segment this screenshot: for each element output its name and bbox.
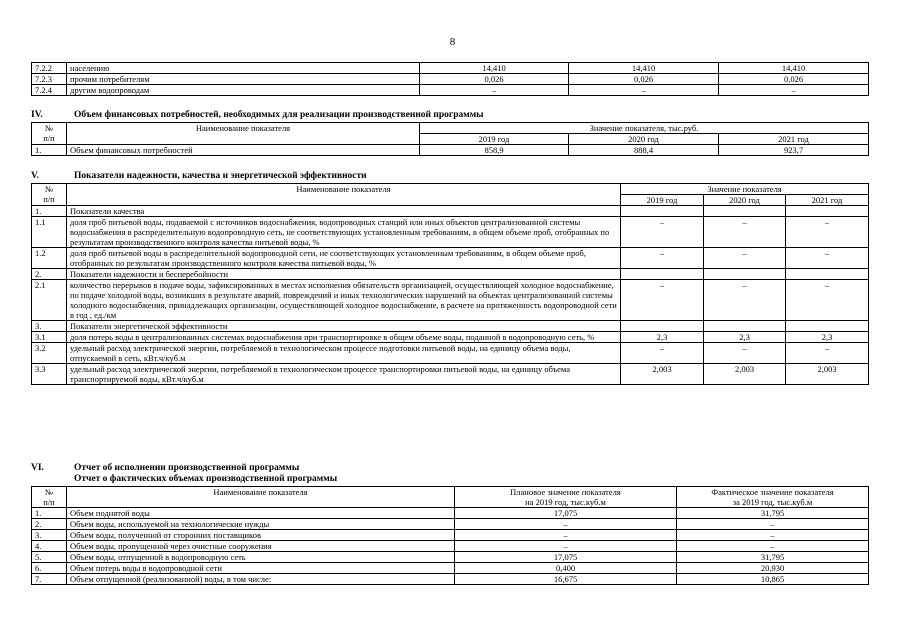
- value-2020: –: [704, 217, 786, 248]
- row-number: 7.2.4: [32, 85, 67, 96]
- row-number: 3.: [32, 530, 67, 541]
- value-2020: 2,3: [704, 332, 786, 343]
- section6-subtitle: Отчет о фактических объемах производственной программы: [74, 474, 338, 484]
- value-2019: –: [420, 85, 569, 96]
- year-header: 2019 год: [621, 195, 704, 206]
- row-name: Объем воды, используемой на технологические нужды: [67, 519, 455, 530]
- row-number: 2.: [32, 519, 67, 530]
- row-name: Объем поднятой воды: [67, 508, 455, 519]
- value-2021: [786, 269, 869, 280]
- table-row: [32, 206, 869, 217]
- table-row: [32, 519, 869, 530]
- column-header-fact: Фактическое значение показателя за 2019 год, тыс.куб.м: [677, 487, 869, 508]
- row-name: населению: [67, 63, 420, 74]
- value-2020: 0,026: [569, 74, 719, 85]
- table-row: [32, 332, 869, 343]
- row-name: доля проб питьевой воды в распределительной водопроводной сети, не соответствующих установленным требованиям, в общем объеме проб, отобранных по результатам производственного контроля качества питьевой воды, %: [67, 248, 621, 269]
- value-2021: –: [786, 280, 869, 321]
- value-2020: –: [704, 343, 786, 364]
- table-row: [32, 321, 869, 332]
- row-name: Объем финансовых потребностей: [67, 145, 420, 156]
- plan-value: 16,675: [455, 574, 677, 585]
- row-number: 2.: [32, 269, 67, 280]
- section-title: Отчет об исполнении производственной программы: [74, 463, 300, 473]
- row-name: Объем воды, полученной от сторонних поставщиков: [67, 530, 455, 541]
- row-number: 7.2.2: [32, 63, 67, 74]
- row-name: Объем потерь воды в водопроводной сети: [67, 563, 455, 574]
- plan-value: 17,075: [455, 508, 677, 519]
- section-title: Объем финансовых потребностей, необходимых для реализации производственной программы: [74, 110, 484, 120]
- continuation-table: [31, 62, 869, 96]
- row-number: 1.1: [32, 217, 67, 248]
- value-2021: 0,026: [719, 74, 869, 85]
- value-2020: [704, 269, 786, 280]
- section-title: Показатели надежности, качества и энергетической эффективности: [74, 171, 367, 181]
- table-row: [32, 364, 869, 385]
- row-number: 3.1: [32, 332, 67, 343]
- fact-value: –: [677, 519, 869, 530]
- value-2021: [786, 321, 869, 332]
- row-number: 3.3: [32, 364, 67, 385]
- financial-needs-table: [31, 122, 869, 156]
- value-2021: –: [786, 217, 869, 248]
- row-number: 3.: [32, 321, 67, 332]
- value-2019: [621, 321, 704, 332]
- value-2020: –: [704, 248, 786, 269]
- value-2019: –: [621, 248, 704, 269]
- row-number: 1.: [32, 145, 67, 156]
- row-number: 6.: [32, 563, 67, 574]
- table-row: [32, 248, 869, 269]
- table-row: [32, 552, 869, 563]
- value-2019: 2,003: [621, 364, 704, 385]
- value-2019: [621, 206, 704, 217]
- year-header: 2019 год: [420, 134, 569, 145]
- value-2020: 2,003: [704, 364, 786, 385]
- fact-value: 10,865: [677, 574, 869, 585]
- production-report-table: [31, 486, 869, 585]
- year-header: 2021 год: [786, 195, 869, 206]
- table-row: [32, 74, 869, 85]
- value-2019: –: [621, 217, 704, 248]
- value-2021: 923,7: [719, 145, 869, 156]
- value-2019: 0,026: [420, 74, 569, 85]
- column-header-name: Наименование показателя: [67, 184, 621, 206]
- column-header-number: № п/п: [32, 123, 67, 145]
- fact-value: –: [677, 541, 869, 552]
- column-header-name: Наименование показателя: [67, 487, 455, 508]
- row-number: 5.: [32, 552, 67, 563]
- column-header-value: Значение показателя, тыс.руб.: [420, 123, 869, 134]
- row-name: количество перерывов в подаче воды, зафиксированных в местах исполнения обязательств организацией, осуществляющей холодное водоснабжение, по подаче холодной воды, возникших в результате аварий, повреждений и иных технологических нарушений на объектах централизованной системы холодного водоснабжения, принадлежащих организации, осуществляющей холодное водоснабжение, в расчете на протяженность водопроводной сети в год , ед./км: [67, 280, 621, 321]
- row-number: 7.2.3: [32, 74, 67, 85]
- plan-value: –: [455, 519, 677, 530]
- value-2019: 858,9: [420, 145, 569, 156]
- table-row: [32, 574, 869, 585]
- plan-value: 17,075: [455, 552, 677, 563]
- section6-heading: [31, 463, 299, 473]
- value-2021: [786, 206, 869, 217]
- value-2021: 14,410: [719, 63, 869, 74]
- table-row: [32, 145, 869, 156]
- fact-value: 31,795: [677, 508, 869, 519]
- table-row: [32, 63, 869, 74]
- value-2021: –: [786, 248, 869, 269]
- page-number: 8: [449, 36, 456, 48]
- row-name: Объем воды, пропущенной через очистные сооружения: [67, 541, 455, 552]
- row-number: 7.: [32, 574, 67, 585]
- value-2019: 2,3: [621, 332, 704, 343]
- row-name: Показатели качества: [67, 206, 621, 217]
- section5-heading: [31, 171, 367, 181]
- row-name: Показатели надежности и бесперебойности: [67, 269, 621, 280]
- row-name: доля проб питьевой воды, подаваемой с источников водоснабжения, водопроводных станций или иных объектов централизованной системы водоснабжения в распределительную водопроводную сеть, не соответствующих установленным требованиям, в общем объеме проб, отобранных по результатам производственного контроля качества питьевой воды, %: [67, 217, 621, 248]
- value-2021: –: [786, 343, 869, 364]
- row-name: другим водопроводам: [67, 85, 420, 96]
- row-number: 2.1: [32, 280, 67, 321]
- row-name: прочим потребителям: [67, 74, 420, 85]
- value-2020: –: [704, 280, 786, 321]
- row-number: 4.: [32, 541, 67, 552]
- table-row: [32, 563, 869, 574]
- plan-value: –: [455, 541, 677, 552]
- row-name: доля потерь воды в централизованных системах водоснабжения при транспортировке в общем объеме воды, поданной в водопроводную сеть, %: [67, 332, 621, 343]
- value-2020: 14,410: [569, 63, 719, 74]
- row-number: 3.2: [32, 343, 67, 364]
- year-header: 2020 год: [704, 195, 786, 206]
- table-row: [32, 269, 869, 280]
- column-header-number: № п/п: [32, 487, 67, 508]
- fact-value: 20,930: [677, 563, 869, 574]
- table-row: [32, 541, 869, 552]
- value-2021: 2,003: [786, 364, 869, 385]
- value-2019: –: [621, 280, 704, 321]
- fact-value: –: [677, 530, 869, 541]
- plan-value: –: [455, 530, 677, 541]
- value-2019: 14,410: [420, 63, 569, 74]
- table-row: [32, 217, 869, 248]
- table-row: [32, 343, 869, 364]
- table-row: [32, 85, 869, 96]
- section4-heading: [31, 110, 484, 120]
- row-name: удельный расход электрической энергии, потребляемой в технологическом процессе транспортировки питьевой воды, на единицу объема транспортируемой воды, кВт.ч/куб.м: [67, 364, 621, 385]
- column-header-number: № п/п: [32, 184, 67, 206]
- table-row: [32, 508, 869, 519]
- row-number: 1.: [32, 508, 67, 519]
- table-row: [32, 530, 869, 541]
- value-2021: –: [719, 85, 869, 96]
- row-name: Объем воды, отпущенной в водопроводную сеть: [67, 552, 455, 563]
- year-header: 2021 год: [719, 134, 869, 145]
- column-header-plan: Плановое значение показателя на 2019 год, тыс.куб.м: [455, 487, 677, 508]
- section-number: V.: [31, 171, 40, 181]
- value-2020: –: [569, 85, 719, 96]
- column-header-value: Значение показателя: [621, 184, 869, 195]
- value-2020: [704, 321, 786, 332]
- value-2021: 2,3: [786, 332, 869, 343]
- row-number: 1.2: [32, 248, 67, 269]
- reliability-quality-table: [31, 183, 869, 385]
- section-number: VI.: [31, 463, 44, 473]
- column-header-name: Наименование показателя: [67, 123, 420, 145]
- fact-value: 31,795: [677, 552, 869, 563]
- year-header: 2020 год: [569, 134, 719, 145]
- row-number: 1.: [32, 206, 67, 217]
- row-name: удельный расход электрической энергии, потребляемой в технологическом процессе подготовки питьевой воды, на единицу объема воды, отпускаемой в сеть, кВт.ч/куб.м: [67, 343, 621, 364]
- row-name: Показатели энергетической эффективности: [67, 321, 621, 332]
- plan-value: 0,400: [455, 563, 677, 574]
- value-2019: –: [621, 343, 704, 364]
- table-row: [32, 280, 869, 321]
- value-2019: [621, 269, 704, 280]
- section-number: IV.: [31, 110, 43, 120]
- value-2020: 888,4: [569, 145, 719, 156]
- row-name: Объем отпущенной (реализованной) воды, в том числе:: [67, 574, 455, 585]
- value-2020: [704, 206, 786, 217]
